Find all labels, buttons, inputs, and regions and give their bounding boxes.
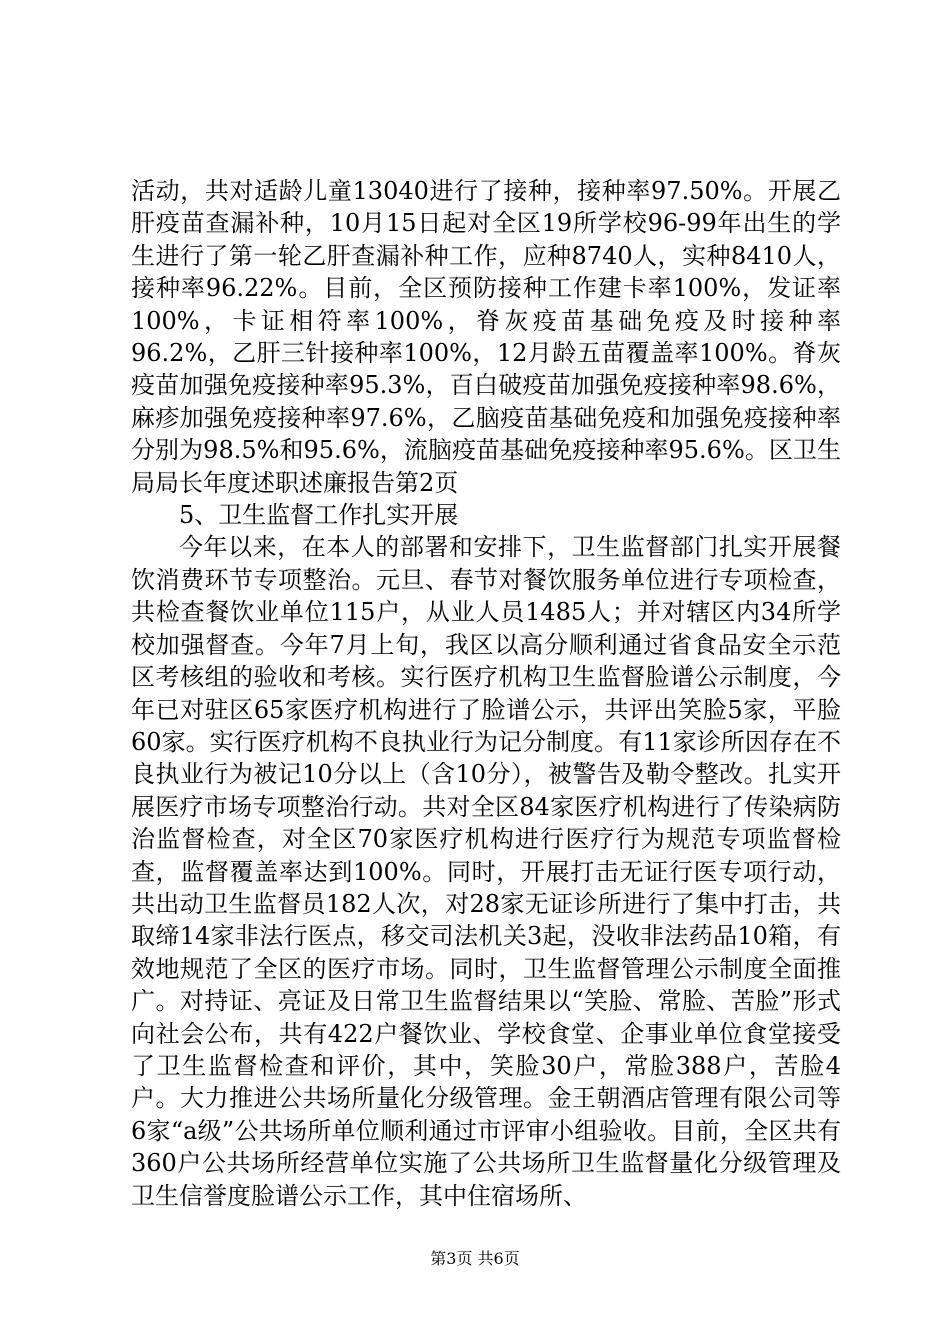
paragraph-supervision: 今年以来，在本人的部署和安排下，卫生监督部门扎实开展餐饮消费环节专项整治。元旦、春节对餐饮服务单位进行专项检查，共检查餐饮业单位115户，从业人员1485人；并对辖区内34所学校加强督查。今年7月上旬，我区以高分顺利通过省食品安全示范区考核组的验收和考核。实行医疗机构卫生监督脸谱公示制度，今年已对驻区65家医疗机构进行了脸谱公示，共评出笑脸5家，平脸60家。实行医疗机构不良执业行为记分制度。有11家诊所因存在不良执业行为被记10分以上（含10分），被警告及勒令整改。扎实开展医疗市场专项整治行动。共对全区84家医疗机构进行了传染病防治监督检查，对全区70家医疗机构进行医疗行为规范专项监督检查，监督覆盖率达到100%。同时，开展打击无证行医专项行动，共出动卫生监督员182人次，对28家无证诊所进行了集中打击，共取缔14家非法行医点，移交司法机关3起，没收非法药品10箱，有效地规范了全区的医疗市场。同时，卫生监督管理公示制度全面推广。对持证、亮证及日常卫生监督结果以“笑脸、常脸、苦脸”形式向社会公布，共有422户餐饮业、学校食堂、企事业单位食堂接受了卫生监督检查和评价，其中，笑脸30户，常脸388户，苦脸4户。大力推进公共场所量化分级管理。金王朝酒店管理有限公司等6家“a级”公共场所单位顺利通过市评审小组验收。目前，全区共有360户公共场所经营单位实施了公共场所卫生监督量化分级管理及卫生信誉度脸谱公示工作，其中住宿场所、 — [131, 533, 841, 1210]
section-heading: 5、卫生监督工作扎实开展 — [179, 501, 459, 530]
paragraph-vaccination: 活动，共对适龄儿童13040进行了接种，接种率97.50%。开展乙肝疫苗查漏补种，10月15日起对全区19所学校96-99年出生的学生进行了第一轮乙肝查漏补种工作，应种8740人，实种8410人，接种率96.22%。目前，全区预防接种工作建卡率100%，发证率100%，卡证相符率100%，脊灰疫苗基础免疫及时接种率96.2%，乙肝三针接种率100%，12月龄五苗覆盖率100%。脊灰疫苗加强免疫接种率95.3%，百白破疫苗加强免疫接种率98.6%，麻疹加强免疫接种率97.6%，乙脑疫苗基础免疫和加强免疫接种率分别为98.5%和95.6%，流脑疫苗基础免疫接种率95.6%。区卫生局局长年度述职述廉报告第2页 — [131, 177, 841, 497]
page-number-footer: 第3页 共6页 — [430, 1249, 520, 1268]
body-text — [131, 175, 841, 1212]
